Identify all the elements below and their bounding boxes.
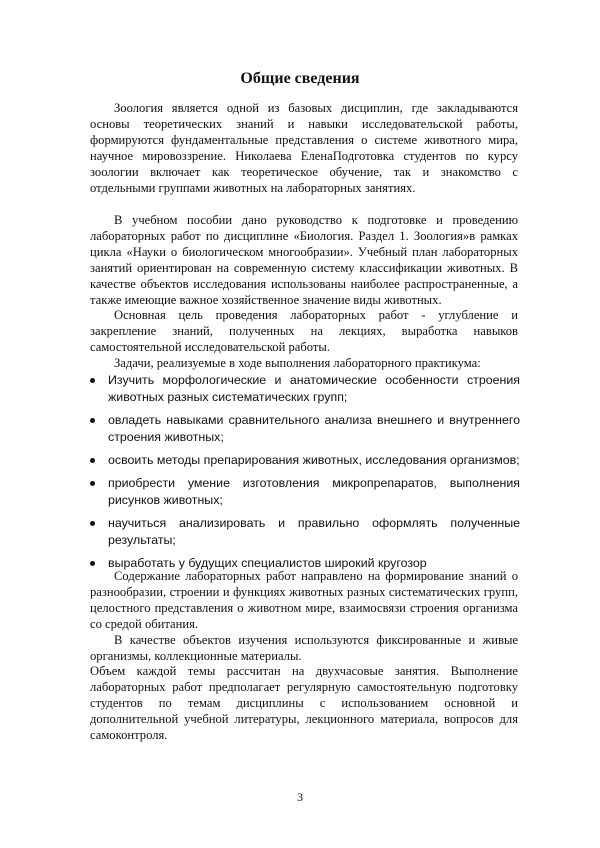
paragraph-objects: В качестве объектов изучения используются фиксированные и живые организмы, коллекционные материалы. xyxy=(90,633,518,663)
bullet-icon xyxy=(90,458,95,463)
list-item: освоить методы препарирования животных, исследования организмов; xyxy=(90,452,520,469)
list-item: овладеть навыками сравнительного анализа внешнего и внутреннего строения животных; xyxy=(90,412,520,446)
bullet-icon xyxy=(90,561,95,566)
bullet-icon xyxy=(90,521,95,526)
paragraph-volume: Объем каждой темы рассчитан на двухчасовые занятия. Выполнение лабораторных работ предполагает регулярную самостоятельную подготовку студентов по темам дисциплины с использованием основной и дополнительной учебной литературы, лекционного материала, вопросов для самоконтроля. xyxy=(90,664,518,742)
list-item: выработать у будущих специалистов широкий кругозор xyxy=(90,555,520,572)
tasks-intro: Задачи, реализуемые в ходе выполнения лабораторного практикума: xyxy=(114,356,481,370)
list-item: Изучить морфологические и анатомические особенности строения животных разных систематических групп; xyxy=(90,372,520,406)
tasks-list xyxy=(90,372,520,572)
paragraph-content: Содержание лабораторных работ направлено на формирование знаний о разнообразии, строении и функциях животных разных систематических групп, целостного представления о животном мире, взаимосвязи строения организма со средой обитания. xyxy=(90,569,518,631)
paragraph-intro: Зоология является одной из базовых дисциплин, где закладываются основы теоретических знаний и навыки исследовательской работы, формируются фундаментальные представления о системе животного мира, научное мировоззрение. Николаева ЕленаПодготовка студентов по курсу зоологии включает как теоретическое обучение, так и знакомство с отдельными группами животных на лабораторных занятиях. xyxy=(90,101,518,195)
page-number: 3 xyxy=(297,790,303,804)
paragraph-manual: В учебном пособии дано руководство к подготовке и проведению лабораторных работ по дисциплине «Биология. Раздел 1. Зоология»в рамках цикла «Науки о биологическом многообразии». Учебный план лабораторных занятий ориентирован на современную систему классификации животных. В качестве объектов исследования использованы наиболее распространенные, а также имеющие важное хозяйственное значение виды животных. xyxy=(90,213,518,307)
list-item: приобрести умение изготовления микропрепаратов, выполнения рисунков животных; xyxy=(90,475,520,509)
bullet-icon xyxy=(90,378,95,383)
paragraph-goal: Основная цель проведения лабораторных работ - углубление и закрепление знаний, полученных на лекциях, выработка навыков самостоятельной исследовательской работы. xyxy=(90,308,518,354)
bullet-icon xyxy=(90,418,95,423)
section-title: Общие сведения xyxy=(240,70,360,87)
list-item: научиться анализировать и правильно оформлять полученные результаты; xyxy=(90,515,520,549)
bullet-icon xyxy=(90,481,95,486)
